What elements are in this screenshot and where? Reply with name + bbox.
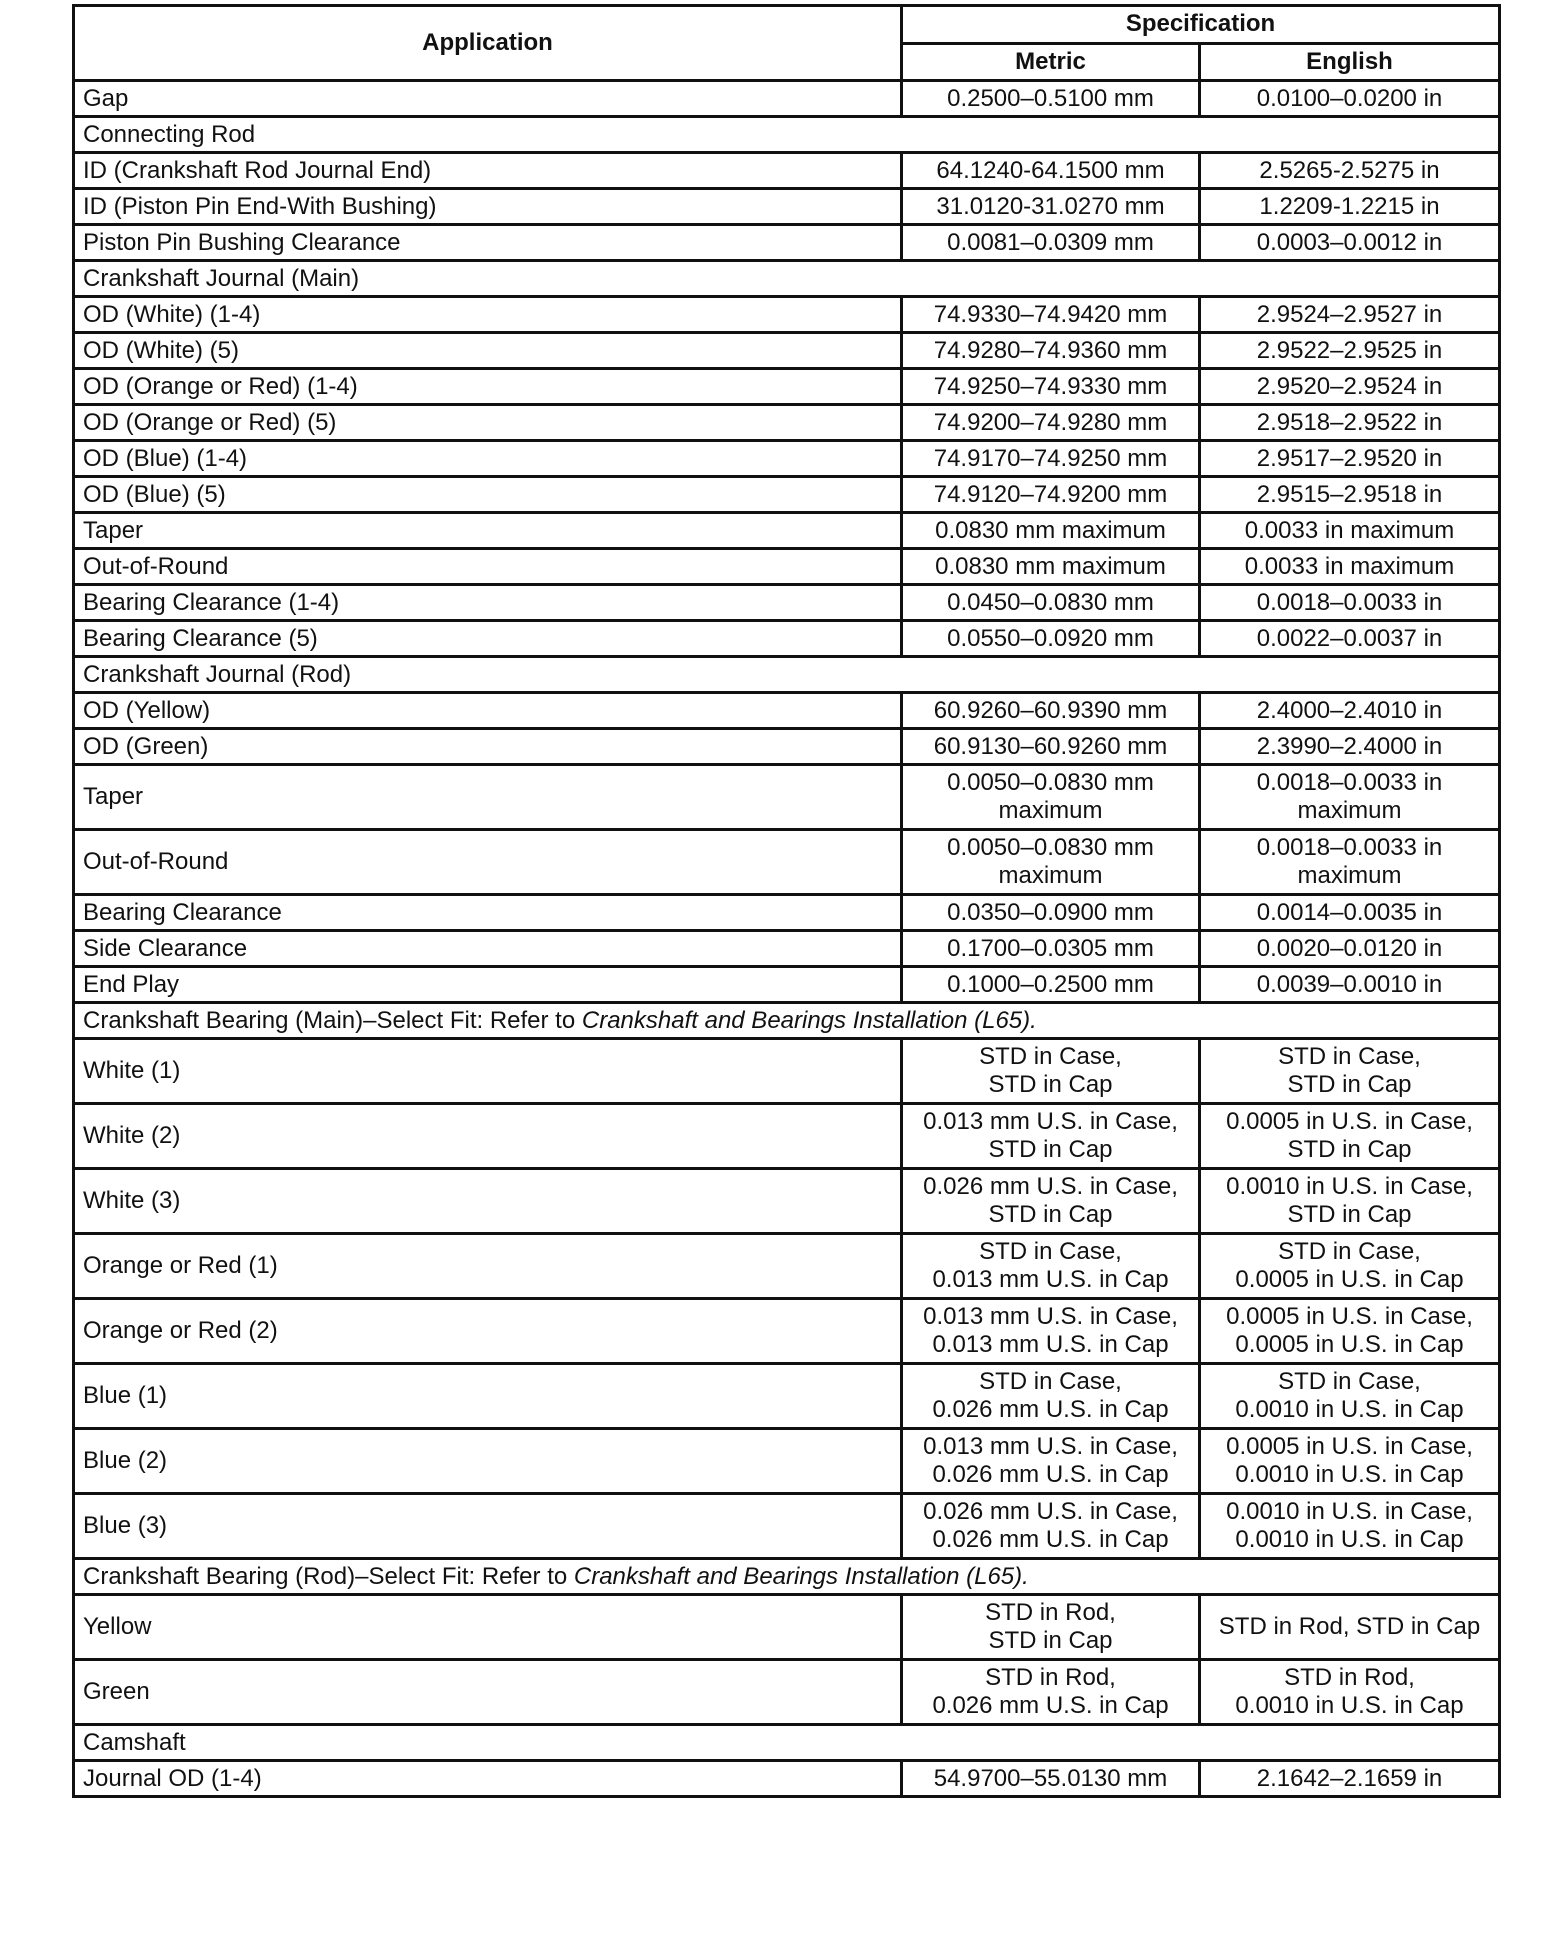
metric-value-line: STD in Case, (979, 1368, 1122, 1395)
metric-cell (902, 1660, 1200, 1725)
english-value-line: 2.1642–2.1659 in (1256, 1764, 1443, 1792)
section-title-text: Crankshaft Journal (Main) (83, 264, 360, 292)
english-cell (1200, 621, 1500, 657)
application-cell: Taper (74, 765, 902, 830)
english-value-line: 0.0005 in U.S. in Case, (1226, 1108, 1473, 1135)
english-value-line: 0.0100–0.0200 in (1256, 84, 1443, 112)
metric-value-line: 0.013 mm U.S. in Case, (923, 1108, 1178, 1135)
metric-value-line: 0.026 mm U.S. in Cap (932, 1692, 1169, 1719)
english-cell (1200, 189, 1500, 225)
table-row (74, 621, 1500, 657)
metric-value-line: 74.9280–74.9360 mm (933, 336, 1168, 364)
metric-cell (902, 333, 1200, 369)
section-row (74, 1725, 1500, 1761)
table-row (74, 1234, 1500, 1299)
english-cell (1200, 1299, 1500, 1364)
metric-value-line: 0.026 mm U.S. in Cap (932, 1396, 1169, 1423)
metric-cell (902, 1494, 1200, 1559)
metric-cell (902, 441, 1200, 477)
english-value-line: 0.0005 in U.S. in Cap (1235, 1331, 1464, 1358)
table-row (74, 153, 1500, 189)
table-row (74, 1169, 1500, 1234)
english-cell (1200, 693, 1500, 729)
table-row (74, 189, 1500, 225)
english-cell (1200, 513, 1500, 549)
metric-value-line: 64.1240-64.1500 mm (936, 156, 1165, 184)
table-row (74, 1429, 1500, 1494)
metric-value-line: STD in Cap (988, 1136, 1113, 1163)
english-cell (1200, 153, 1500, 189)
section-reference: Crankshaft and Bearings Installation (L65) (573, 1562, 1023, 1590)
table-row (74, 1660, 1500, 1725)
english-cell (1200, 931, 1500, 967)
metric-column-header: Metric (902, 43, 1200, 81)
metric-value-line: 74.9120–74.9200 mm (933, 480, 1168, 508)
english-value-line: 1.2209-1.2215 in (1259, 192, 1440, 220)
english-value-line: STD in Case, (1278, 1238, 1421, 1265)
english-cell (1200, 405, 1500, 441)
application-cell: Out-of-Round (74, 549, 902, 585)
metric-cell (902, 1595, 1200, 1660)
english-cell (1200, 297, 1500, 333)
metric-cell (902, 585, 1200, 621)
table-row (74, 1761, 1500, 1797)
metric-value-line: 0.026 mm U.S. in Cap (932, 1526, 1169, 1553)
english-cell (1200, 477, 1500, 513)
application-cell: OD (Yellow) (74, 693, 902, 729)
metric-cell (902, 765, 1200, 830)
metric-value-line: 0.0081–0.0309 mm (947, 228, 1154, 256)
section-row (74, 261, 1500, 297)
metric-value-line: 0.0050–0.0830 mm (947, 834, 1154, 861)
english-value-line: STD in Case, (1278, 1043, 1421, 1070)
metric-value-line: 0.0550–0.0920 mm (947, 624, 1154, 652)
application-cell: Orange or Red (2) (74, 1299, 902, 1364)
application-cell: Bearing Clearance (74, 895, 902, 931)
application-cell: Blue (2) (74, 1429, 902, 1494)
english-value-line: 2.3990–2.4000 in (1256, 732, 1443, 760)
section-reference: Crankshaft and Bearings Installation (L65) (581, 1006, 1031, 1034)
metric-value-line: 0.013 mm U.S. in Cap (932, 1331, 1169, 1358)
english-value-line: 2.9520–2.9524 in (1256, 372, 1443, 400)
english-cell (1200, 585, 1500, 621)
table-row (74, 1595, 1500, 1660)
table-row (74, 729, 1500, 765)
english-value-line: 0.0010 in U.S. in Cap (1235, 1692, 1464, 1719)
table-row (74, 765, 1500, 830)
application-cell: White (1) (74, 1039, 902, 1104)
application-cell: Gap (74, 81, 902, 117)
english-value-line: 0.0033 in maximum (1244, 552, 1455, 580)
english-value-line: 0.0010 in U.S. in Cap (1235, 1461, 1464, 1488)
metric-value-line: 74.9170–74.9250 mm (933, 444, 1168, 472)
english-value-line: STD in Rod, (1284, 1664, 1415, 1691)
section-title (74, 117, 1500, 153)
application-cell: Bearing Clearance (5) (74, 621, 902, 657)
metric-value-line: 60.9260–60.9390 mm (933, 696, 1168, 724)
application-cell: Journal OD (1-4) (74, 1761, 902, 1797)
metric-cell (902, 830, 1200, 895)
english-value-line: 2.9524–2.9527 in (1256, 300, 1443, 328)
metric-value-line: STD in Case, (979, 1043, 1122, 1070)
metric-value-line: 0.0830 mm maximum (935, 516, 1166, 544)
metric-value-line: 0.013 mm U.S. in Case, (923, 1303, 1178, 1330)
application-cell: Orange or Red (1) (74, 1234, 902, 1299)
application-cell: White (2) (74, 1104, 902, 1169)
metric-cell (902, 513, 1200, 549)
metric-value-line: maximum (998, 797, 1103, 824)
table-row (74, 1299, 1500, 1364)
application-column-header: Application (74, 6, 902, 81)
table-row (74, 333, 1500, 369)
english-value-line: 0.0005 in U.S. in Case, (1226, 1303, 1473, 1330)
table-row (74, 297, 1500, 333)
section-suffix: . (1030, 1006, 1037, 1034)
application-cell: Bearing Clearance (1-4) (74, 585, 902, 621)
section-row (74, 657, 1500, 693)
metric-value-line: STD in Cap (988, 1627, 1113, 1654)
metric-cell (902, 81, 1200, 117)
table-row (74, 967, 1500, 1003)
english-cell (1200, 1494, 1500, 1559)
metric-value-line: 0.013 mm U.S. in Case, (923, 1433, 1178, 1460)
section-title (74, 1725, 1500, 1761)
english-column-header: English (1200, 43, 1500, 81)
metric-value-line: 74.9250–74.9330 mm (933, 372, 1168, 400)
metric-value-line: 54.9700–55.0130 mm (933, 1764, 1168, 1792)
english-value-line: 0.0010 in U.S. in Case, (1226, 1498, 1473, 1525)
english-value-line: 2.9517–2.9520 in (1256, 444, 1443, 472)
table-row (74, 225, 1500, 261)
metric-cell (902, 405, 1200, 441)
table-row (74, 931, 1500, 967)
english-cell (1200, 1234, 1500, 1299)
english-cell (1200, 1169, 1500, 1234)
application-cell: OD (Green) (74, 729, 902, 765)
section-row (74, 1003, 1500, 1039)
english-cell (1200, 1429, 1500, 1494)
english-cell (1200, 1104, 1500, 1169)
english-value-line: 2.5265-2.5275 in (1259, 156, 1440, 184)
metric-cell (902, 1299, 1200, 1364)
table-row (74, 369, 1500, 405)
metric-cell (902, 729, 1200, 765)
english-value-line: 2.4000–2.4010 in (1256, 696, 1443, 724)
english-value-line: 0.0018–0.0033 in (1256, 834, 1443, 861)
application-cell: OD (Orange or Red) (5) (74, 405, 902, 441)
metric-cell (902, 369, 1200, 405)
application-cell: OD (White) (5) (74, 333, 902, 369)
english-cell (1200, 369, 1500, 405)
application-cell: Out-of-Round (74, 830, 902, 895)
application-cell: OD (Orange or Red) (1-4) (74, 369, 902, 405)
english-value-line: STD in Cap (1287, 1136, 1412, 1163)
metric-value-line: maximum (998, 862, 1103, 889)
english-value-line: 0.0033 in maximum (1244, 516, 1455, 544)
metric-cell (902, 189, 1200, 225)
metric-cell (902, 1234, 1200, 1299)
table-row (74, 1494, 1500, 1559)
english-cell (1200, 1761, 1500, 1797)
english-value-line: 0.0018–0.0033 in (1256, 769, 1443, 796)
application-cell: Blue (1) (74, 1364, 902, 1429)
application-cell: End Play (74, 967, 902, 1003)
table-row (74, 895, 1500, 931)
metric-value-line: STD in Rod, (985, 1599, 1116, 1626)
application-cell: Side Clearance (74, 931, 902, 967)
application-cell: OD (Blue) (1-4) (74, 441, 902, 477)
table-row (74, 513, 1500, 549)
table-row (74, 585, 1500, 621)
section-suffix: . (1022, 1562, 1029, 1590)
english-cell (1200, 1660, 1500, 1725)
english-cell (1200, 333, 1500, 369)
english-value-line: 0.0022–0.0037 in (1256, 624, 1443, 652)
metric-value-line: STD in Case, (979, 1238, 1122, 1265)
application-cell: ID (Crankshaft Rod Journal End) (74, 153, 902, 189)
metric-cell (902, 225, 1200, 261)
metric-value-line: STD in Cap (988, 1201, 1113, 1228)
metric-value-line: 0.026 mm U.S. in Case, (923, 1173, 1178, 1200)
section-title-text: Crankshaft Bearing (Rod)–Select Fit: Refer to (83, 1562, 574, 1590)
metric-value-line: 0.2500–0.5100 mm (947, 84, 1154, 112)
english-value-line: STD in Cap (1287, 1201, 1412, 1228)
metric-value-line: 0.0050–0.0830 mm (947, 769, 1154, 796)
english-value-line: STD in Case, (1278, 1368, 1421, 1395)
metric-value-line: 0.0830 mm maximum (935, 552, 1166, 580)
section-title-text: Crankshaft Journal (Rod) (83, 660, 352, 688)
metric-value-line: STD in Cap (988, 1071, 1113, 1098)
english-cell (1200, 441, 1500, 477)
metric-value-line: 0.0450–0.0830 mm (947, 588, 1154, 616)
metric-value-line: 31.0120-31.0270 mm (936, 192, 1165, 220)
metric-cell (902, 1429, 1200, 1494)
metric-cell (902, 1364, 1200, 1429)
section-title (74, 1559, 1500, 1595)
metric-value-line: 0.1700–0.0305 mm (947, 934, 1154, 962)
english-value-line: 2.9518–2.9522 in (1256, 408, 1443, 436)
application-cell: OD (Blue) (5) (74, 477, 902, 513)
english-cell (1200, 1595, 1500, 1660)
metric-value-line: 0.026 mm U.S. in Case, (923, 1498, 1178, 1525)
english-value-line: 0.0020–0.0120 in (1256, 934, 1443, 962)
metric-value-line: 0.0350–0.0900 mm (947, 898, 1154, 926)
metric-value-line: 60.9130–60.9260 mm (933, 732, 1168, 760)
english-cell (1200, 1039, 1500, 1104)
table-row (74, 405, 1500, 441)
application-cell: Taper (74, 513, 902, 549)
table-row (74, 830, 1500, 895)
application-cell: Green (74, 1660, 902, 1725)
section-title-text: Connecting Rod (83, 120, 256, 148)
metric-cell (902, 1761, 1200, 1797)
metric-cell (902, 621, 1200, 657)
english-cell (1200, 225, 1500, 261)
metric-cell (902, 153, 1200, 189)
english-value-line: 0.0005 in U.S. in Cap (1235, 1266, 1464, 1293)
english-value-line: 0.0005 in U.S. in Case, (1226, 1433, 1473, 1460)
metric-cell (902, 895, 1200, 931)
metric-cell (902, 931, 1200, 967)
table-header (74, 6, 1500, 81)
metric-cell (902, 477, 1200, 513)
table-row (74, 549, 1500, 585)
application-cell: ID (Piston Pin End-With Bushing) (74, 189, 902, 225)
english-cell (1200, 1364, 1500, 1429)
english-cell (1200, 81, 1500, 117)
metric-value-line: 0.013 mm U.S. in Cap (932, 1266, 1169, 1293)
metric-value-line: 0.026 mm U.S. in Cap (932, 1461, 1169, 1488)
english-value-line: STD in Rod, STD in Cap (1218, 1613, 1481, 1640)
metric-value-line: 0.1000–0.2500 mm (947, 970, 1154, 998)
table-row (74, 477, 1500, 513)
english-value-line: 0.0010 in U.S. in Case, (1226, 1173, 1473, 1200)
english-value-line: 0.0010 in U.S. in Cap (1235, 1396, 1464, 1423)
english-value-line: 2.9522–2.9525 in (1256, 336, 1443, 364)
section-title (74, 261, 1500, 297)
section-title (74, 1003, 1500, 1039)
section-title-text: Crankshaft Bearing (Main)–Select Fit: Refer to (83, 1006, 582, 1034)
specification-column-header: Specification (902, 6, 1500, 44)
table-row (74, 1039, 1500, 1104)
metric-value-line: 74.9200–74.9280 mm (933, 408, 1168, 436)
application-cell: OD (White) (1-4) (74, 297, 902, 333)
metric-cell (902, 549, 1200, 585)
metric-cell (902, 693, 1200, 729)
section-title (74, 657, 1500, 693)
english-cell (1200, 967, 1500, 1003)
metric-cell (902, 297, 1200, 333)
metric-cell (902, 1039, 1200, 1104)
english-cell (1200, 765, 1500, 830)
english-value-line: 0.0010 in U.S. in Cap (1235, 1526, 1464, 1553)
english-value-line: 0.0003–0.0012 in (1256, 228, 1443, 256)
section-row (74, 1559, 1500, 1595)
metric-cell (902, 1169, 1200, 1234)
table-body (74, 81, 1500, 1797)
section-title-text: Camshaft (83, 1728, 186, 1756)
english-value-line: 0.0039–0.0010 in (1256, 970, 1443, 998)
metric-cell (902, 1104, 1200, 1169)
table-row (74, 441, 1500, 477)
english-cell (1200, 830, 1500, 895)
metric-value-line: 74.9330–74.9420 mm (933, 300, 1168, 328)
table-row (74, 1364, 1500, 1429)
application-cell: White (3) (74, 1169, 902, 1234)
english-cell (1200, 729, 1500, 765)
section-row (74, 117, 1500, 153)
english-value-line: 0.0014–0.0035 in (1256, 898, 1443, 926)
english-value-line: STD in Cap (1287, 1071, 1412, 1098)
application-cell: Yellow (74, 1595, 902, 1660)
english-cell (1200, 895, 1500, 931)
metric-cell (902, 967, 1200, 1003)
application-cell: Blue (3) (74, 1494, 902, 1559)
specification-table (72, 4, 1501, 1798)
table-row (74, 81, 1500, 117)
table-row (74, 1104, 1500, 1169)
application-cell: Piston Pin Bushing Clearance (74, 225, 902, 261)
english-value-line: 0.0018–0.0033 in (1256, 588, 1443, 616)
english-value-line: maximum (1297, 797, 1402, 824)
english-cell (1200, 549, 1500, 585)
english-value-line: 2.9515–2.9518 in (1256, 480, 1443, 508)
english-value-line: maximum (1297, 862, 1402, 889)
metric-value-line: STD in Rod, (985, 1664, 1116, 1691)
table-row (74, 693, 1500, 729)
header-row-top (74, 6, 1500, 44)
